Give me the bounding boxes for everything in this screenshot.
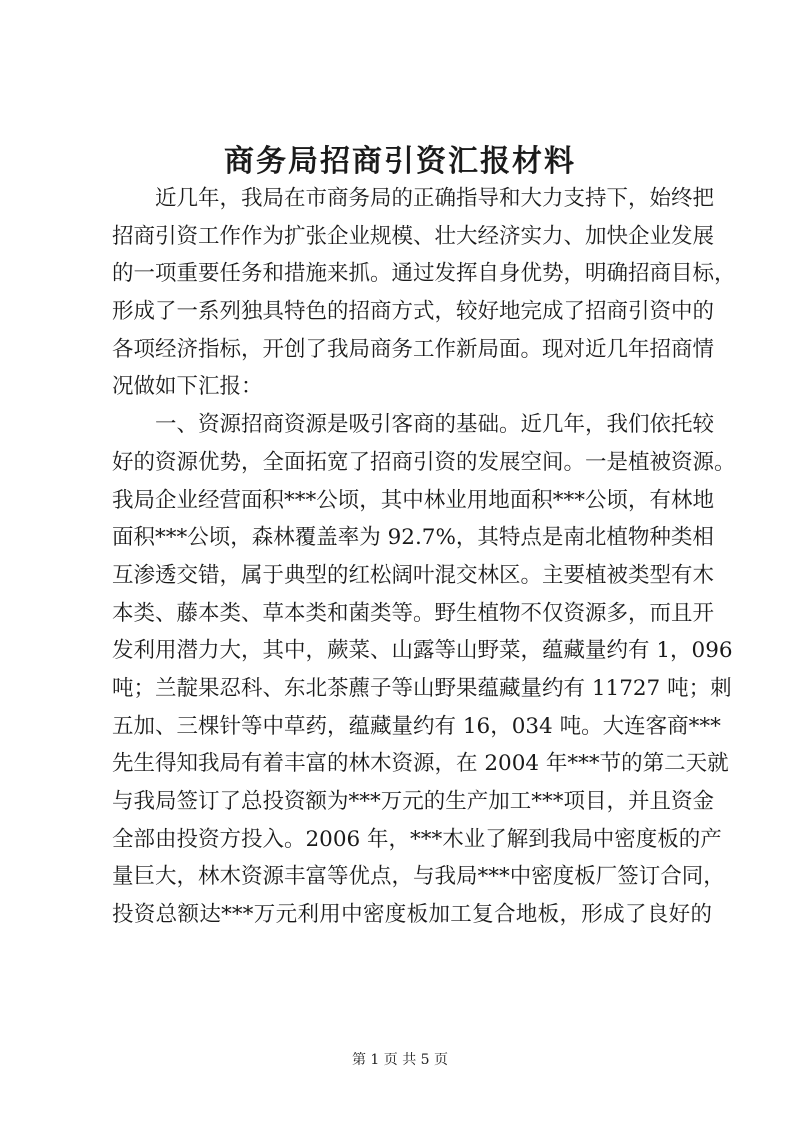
paragraph-2-line: 量巨大，林木资源丰富等优点，与我局***中密度板厂签订合同，	[112, 864, 725, 890]
document-body	[112, 180, 736, 934]
paragraph-1-line: 形成了一系列独具特色的招商方式，较好地完成了招商引资中的	[112, 299, 715, 325]
paragraph-1-line: 各项经济指标，开创了我局商务工作新局面。现对近几年招商情	[112, 336, 715, 362]
page-title: 商务局招商引资汇报材料	[224, 144, 576, 179]
paragraph-1-line: 况做如下汇报：	[112, 374, 263, 400]
paragraph-2-line: 投资总额达***万元利用中密度板加工复合地板，形成了良好的	[112, 902, 712, 928]
page-footer: 第 1 页 共 5 页	[351, 1052, 449, 1068]
paragraph-1-line: 近几年，我局在市商务局的正确指导和大力支持下，始终把	[155, 186, 715, 211]
paragraph-2-line: 五加、三棵针等中草药，蕴藏量约有 16，034 吨。大连客商***	[112, 713, 721, 739]
paragraph-2-line: 本类、藤本类、草本类和菌类等。野生植物不仅资源多，而且开	[112, 600, 715, 626]
paragraph-1-line: 的一项重要任务和措施来抓。通过发挥自身优势，明确招商目标，	[112, 261, 736, 287]
paragraph-2-line: 一、资源招商资源是吸引客商的基础。近几年，我们依托较	[155, 412, 715, 438]
paragraph-2-line: 互渗透交错，属于典型的红松阔叶混交林区。主要植被类型有木	[112, 562, 715, 588]
paragraph-2-line: 发利用潜力大，其中，蕨菜、山露等山野菜，蕴藏量约有 1，096	[112, 638, 733, 664]
paragraph-2-line: 我局企业经营面积***公顷，其中林业用地面积***公顷，有林地	[112, 487, 715, 513]
paragraph-2-line: 与我局签订了总投资额为***万元的生产加工***项目，并且资金	[112, 789, 715, 814]
paragraph-2-line: 好的资源优势，全面拓宽了招商引资的发展空间。一是植被资源。	[112, 449, 736, 475]
paragraph-2-line: 先生得知我局有着丰富的林木资源，在 2004 年***节的第二天就	[112, 751, 729, 777]
paragraph-2-line: 全部由投资方投入。2006 年，***木业了解到我局中密度板的产	[112, 826, 722, 852]
paragraph-1-line: 招商引资工作作为扩张企业规模、壮大经济实力、加快企业发展	[112, 223, 715, 249]
paragraph-2-line: 吨；兰靛果忍科、东北茶藨子等山野果蕴藏量约有 11727 吨；刺	[112, 675, 732, 701]
paragraph-2-line: 面积***公顷，森林覆盖率为 92.7%，其特点是南北植物种类相	[112, 525, 714, 551]
